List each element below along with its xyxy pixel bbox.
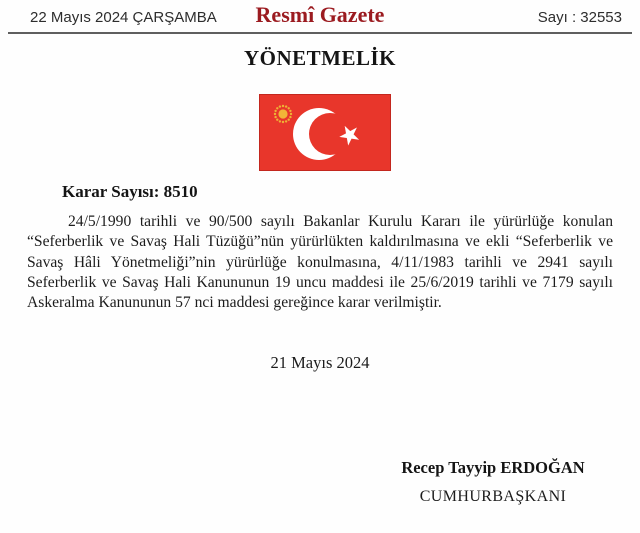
signature-block [363, 458, 623, 506]
decree-body-paragraph: 24/5/1990 tarihli ve 90/500 sayılı Bakanlar Kurulu Kararı ile yürürlüğe konulan “Seferberlik ve Savaş Hali Tüzüğü”nün yürürlükten kaldırılmasına ve ekli “Seferberlik ve Savaş Hâli Yönetmeliği”nin yürürlüğe konulmasına, 4/11/1983 tarihli ve 2941 sayılı Seferberlik ve Savaş Hali Kanununun 19 uncu maddesi ile 25/6/2019 tarihli ve 7179 sayılı Askeralma Kanununun 57 nci maddesi gereğince karar verilmiştir. [27, 213, 613, 312]
presidential-sun-icon [272, 103, 294, 125]
turkish-presidential-flag-icon [259, 94, 391, 171]
masthead-issue-number: Sayı : 32553 [537, 9, 622, 26]
star-icon: ★ [333, 121, 366, 150]
signature-title: CUMHURBAŞKANI [419, 488, 567, 505]
section-title: YÖNETMELİK [243, 46, 397, 70]
masthead [8, 0, 632, 34]
masthead-title: Resmî Gazete [255, 2, 385, 27]
decree-number: Karar Sayısı: 8510 [62, 182, 198, 201]
masthead-date: 22 Mayıs 2024 ÇARŞAMBA [30, 9, 217, 26]
signature-name: Recep Tayyip ERDOĞAN [401, 458, 585, 477]
decree-date: 21 Mayıs 2024 [270, 353, 370, 372]
